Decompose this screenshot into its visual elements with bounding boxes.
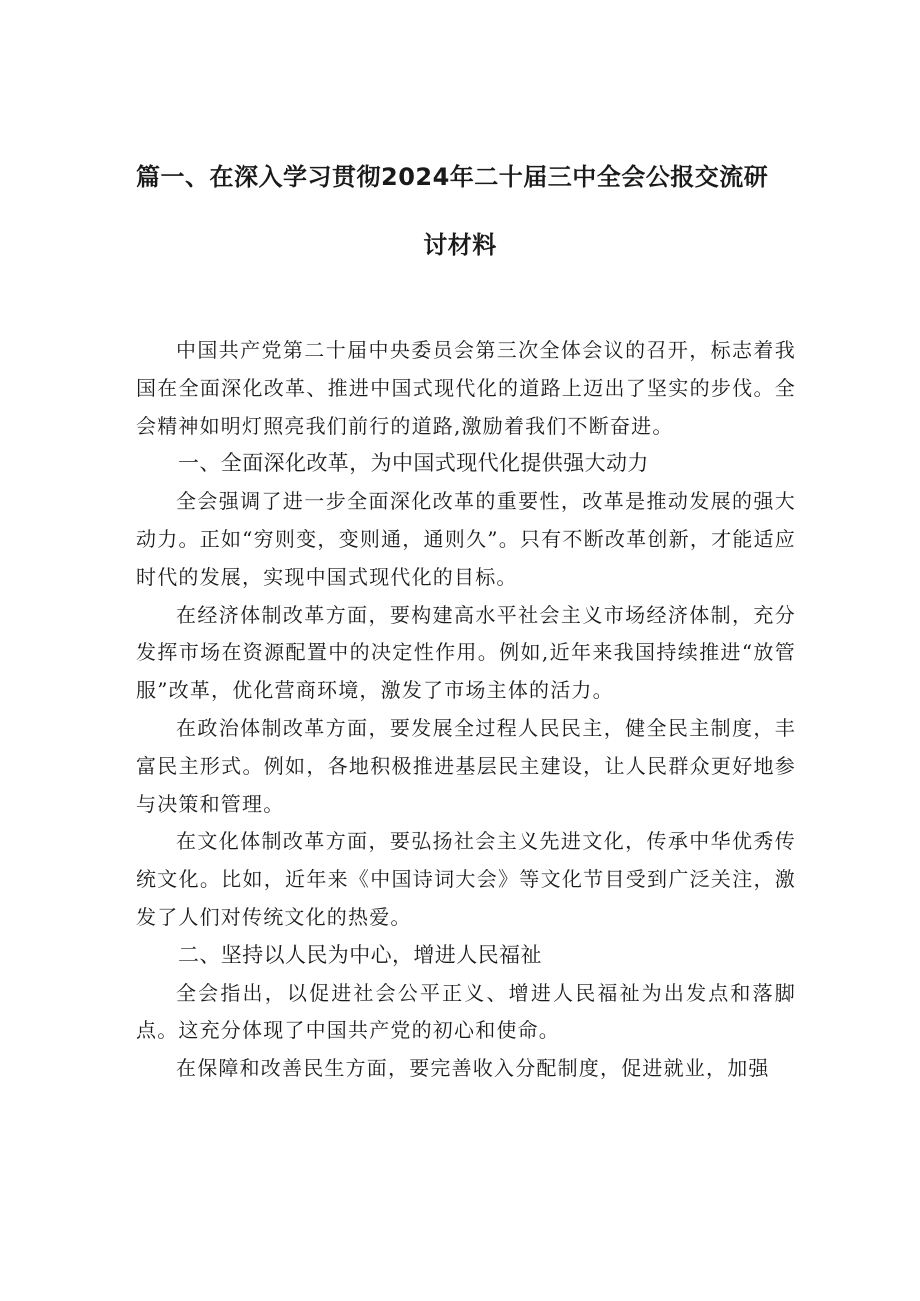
paragraph-people-centered: 全会指出，以促进社会公平正义、增进人民福祉为出发点和落脚点。这充分体现了中国共产党的初心和使命。 — [136, 980, 796, 1043]
paragraph-economic-reform: 在经济体制改革方面，要构建高水平社会主义市场经济体制，充分发挥市场在资源配置中的决定性作用。例如,近年来我国持续推进“放管服”改革，优化营商环境，激发了市场主体的活力。 — [136, 602, 796, 703]
paragraph-cultural-reform: 在文化体制改革方面，要弘扬社会主义先进文化，传承中华优秀传统文化。比如，近年来《中国诗词大会》等文化节目受到广泛关注，激发了人们对传统文化的热爱。 — [136, 829, 796, 929]
paragraph-livelihood: 在保障和改善民生方面，要完善收入分配制度，促进就业，加强 — [176, 1056, 770, 1081]
document-body — [136, 332, 796, 1088]
paragraph-political-reform: 在政治体制改革方面，要发展全过程人民民主，健全民主制度，丰富民主形式。例如，各地积极推进基层民主建设，让人民群众更好地参与决策和管理。 — [136, 715, 796, 816]
section-heading-1: 一、全面深化改革，为中国式现代化提供强大动力 — [178, 451, 649, 476]
document-title-line-2: 讨材料 — [423, 231, 497, 259]
paragraph-intro: 中国共产党第二十届中央委员会第三次全体会议的召开，标志着我国在全面深化改革、推进中国式现代化的道路上迈出了坚实的步伐。全会精神如明灯照亮我们前行的道路,激励着我们不断奋进。 — [136, 338, 796, 438]
section-heading-2: 二、坚持以人民为中心，增进人民福祉 — [178, 942, 542, 967]
document-title-line-1: 篇一、在深入学习贯彻2024年二十届三中全会公报交流研 — [136, 163, 769, 191]
paragraph-reform-importance: 全会强调了进一步全面深化改革的重要性，改革是推动发展的强大动力。正如“穷则变，变则通，通则久”。只有不断改革创新，才能适应时代的发展，实现中国式现代化的目标。 — [136, 489, 796, 589]
